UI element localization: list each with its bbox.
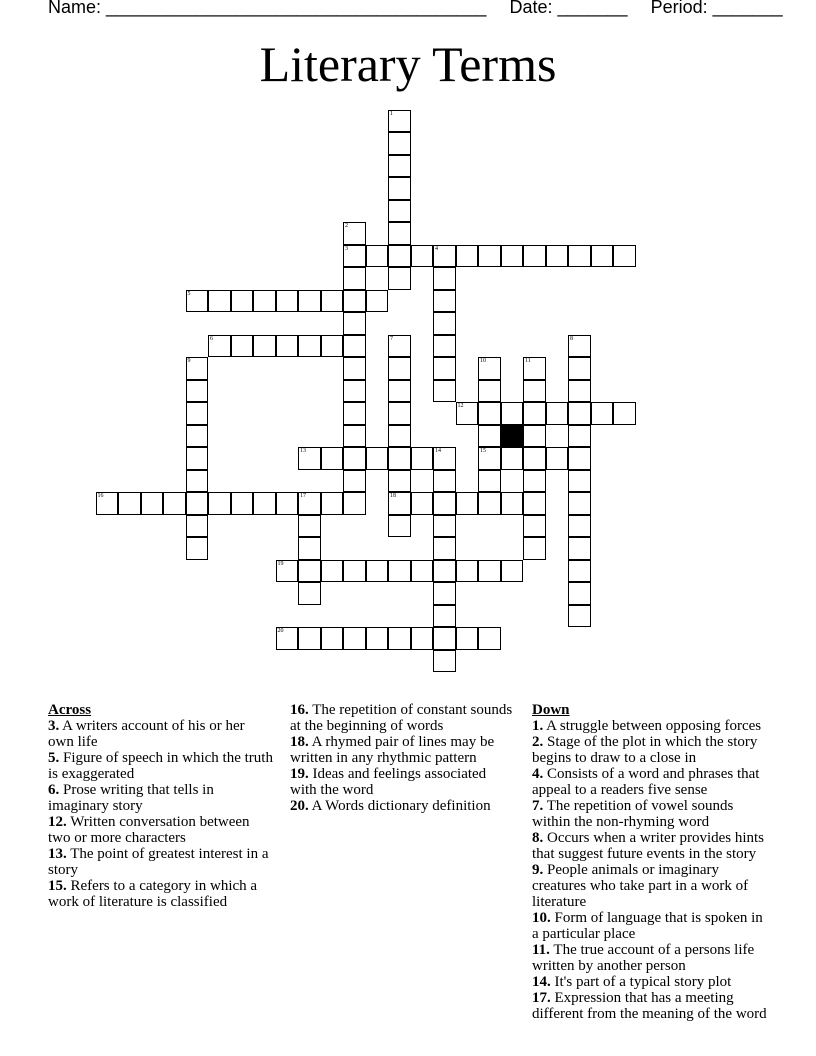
crossword-cell[interactable] (186, 537, 209, 560)
crossword-cell[interactable] (343, 312, 366, 335)
crossword-cell[interactable] (253, 492, 276, 515)
clue-item (532, 798, 768, 830)
crossword-cell[interactable] (388, 402, 411, 425)
clue-number: 7. (532, 798, 544, 814)
clue-text: Prose writing that tells in imaginary story (48, 782, 214, 814)
clue-number: 6. (48, 782, 60, 798)
crossword-cell[interactable] (298, 582, 321, 605)
clue-text: Expression that has a meeting different from the meaning of the word (532, 990, 767, 1022)
clue-text: The repetition of vowel sounds within the non-rhyming word (532, 798, 734, 830)
crossword-cell[interactable] (478, 560, 501, 583)
crossword-cell[interactable] (501, 492, 524, 515)
crossword-cell[interactable] (208, 492, 231, 515)
crossword-black-cell (501, 425, 524, 448)
clue-item (532, 734, 768, 766)
clue-text: Consists of a word and phrases that appeal to a readers five sense (532, 766, 760, 798)
clue-item (290, 702, 514, 734)
clue-item (290, 798, 514, 814)
clue-text: Written conversation between two or more characters (48, 814, 250, 846)
crossword-cell[interactable] (433, 605, 456, 628)
crossword-cell[interactable] (411, 245, 434, 268)
crossword-cell[interactable] (478, 627, 501, 650)
clue-text: The point of greatest interest in a story (48, 846, 269, 878)
crossword-cell[interactable] (388, 470, 411, 493)
crossword-cell[interactable] (613, 402, 636, 425)
crossword-cell[interactable] (568, 447, 591, 470)
crossword-cell[interactable] (433, 537, 456, 560)
clue-number-label: 5 (187, 290, 191, 297)
crossword-cell[interactable] (96, 492, 119, 515)
clue-number-label: 1 (390, 110, 393, 117)
crossword-cell[interactable] (591, 402, 614, 425)
crossword-cell[interactable] (568, 335, 591, 358)
crossword-cell[interactable] (568, 560, 591, 583)
crossword-cell[interactable] (568, 380, 591, 403)
crossword-cell[interactable] (523, 537, 546, 560)
clue-text: Refers to a category in which a work of literature is classified (48, 878, 258, 910)
crossword-cell[interactable] (478, 492, 501, 515)
crossword-cell[interactable] (343, 492, 366, 515)
crossword-cell[interactable] (568, 515, 591, 538)
crossword-cell[interactable] (478, 357, 501, 380)
crossword-cell[interactable] (186, 515, 209, 538)
crossword-cell[interactable] (523, 380, 546, 403)
crossword-cell[interactable] (501, 447, 524, 470)
page-title: Literary Terms (259, 36, 557, 92)
crossword-cell[interactable] (478, 447, 501, 470)
crossword-cell[interactable] (321, 290, 344, 313)
crossword-cell[interactable] (343, 447, 366, 470)
clue-text: People animals or imaginary creatures who take part in a work of literature (532, 862, 749, 910)
crossword-cell[interactable] (231, 492, 254, 515)
crossword-cell[interactable] (298, 335, 321, 358)
clue-number-label: 15 (480, 448, 486, 454)
clue-text: Occurs when a writer provides hints that suggest future events in the story (532, 830, 765, 862)
crossword-cell[interactable] (388, 200, 411, 223)
clue-number: 2. (532, 734, 544, 750)
crossword-cell[interactable] (388, 515, 411, 538)
crossword-cell[interactable] (433, 380, 456, 403)
crossword-cell[interactable] (366, 560, 389, 583)
crossword-cell[interactable] (433, 492, 456, 515)
crossword-cell[interactable] (501, 560, 524, 583)
clue-item (290, 766, 514, 798)
clue-text: A writers account of his or her own life (48, 718, 245, 750)
crossword-cell[interactable] (433, 582, 456, 605)
clue-number-label: 6 (210, 335, 213, 342)
crossword-cell[interactable] (388, 132, 411, 155)
clue-number-label: 2 (345, 223, 348, 229)
crossword-cell[interactable] (433, 470, 456, 493)
crossword-cell[interactable] (568, 245, 591, 268)
crossword-cell[interactable] (366, 245, 389, 268)
crossword-cell[interactable] (568, 357, 591, 380)
crossword-cell[interactable] (186, 380, 209, 403)
clue-number-label: 8 (570, 335, 573, 342)
name-field-label: Name: ______________________________________ (48, 0, 487, 17)
crossword-cell[interactable] (411, 627, 434, 650)
clue-number-label: 9 (187, 358, 191, 364)
clue-number: 20. (290, 798, 309, 814)
clue-number: 15. (48, 878, 67, 894)
clue-item (532, 862, 768, 910)
crossword-cell[interactable] (433, 267, 456, 290)
clue-number: 18. (290, 734, 309, 750)
clue-number: 8. (532, 830, 544, 846)
crossword-cell[interactable] (388, 110, 411, 133)
crossword-cell[interactable] (298, 492, 321, 515)
crossword-cell[interactable] (186, 357, 209, 380)
crossword-cell[interactable] (388, 267, 411, 290)
clue-number: 13. (48, 846, 67, 862)
crossword-cell[interactable] (343, 335, 366, 358)
down-heading: Down (532, 702, 570, 718)
crossword-cell[interactable] (388, 155, 411, 178)
clues-column-2 (290, 702, 514, 814)
clues-column-1 (48, 702, 274, 910)
crossword-cell[interactable] (388, 560, 411, 583)
clue-item (532, 830, 768, 862)
crossword-cell[interactable] (501, 402, 524, 425)
clue-number-label: 20 (277, 628, 284, 634)
crossword-cell[interactable] (456, 560, 479, 583)
clue-item (532, 910, 768, 942)
clue-number: 14. (532, 974, 551, 990)
crossword-cell[interactable] (298, 537, 321, 560)
crossword-cell[interactable] (366, 447, 389, 470)
crossword-cell[interactable] (298, 290, 321, 313)
clue-number-label: 12 (457, 403, 464, 409)
crossword-cell[interactable] (186, 470, 209, 493)
clue-number: 19. (290, 766, 309, 782)
crossword-cell[interactable] (478, 402, 501, 425)
clue-number: 5. (48, 750, 60, 766)
crossword-cell[interactable] (343, 380, 366, 403)
crossword-cell[interactable] (343, 357, 366, 380)
clue-number: 9. (532, 862, 544, 878)
crossword-cell[interactable] (523, 492, 546, 515)
clue-number-label: 18 (390, 493, 396, 499)
crossword-cell[interactable] (388, 245, 411, 268)
crossword-cell[interactable] (343, 290, 366, 313)
clue-item (532, 990, 768, 1022)
clues-column-3 (532, 702, 768, 1022)
crossword-cell[interactable] (568, 425, 591, 448)
crossword-cell[interactable] (186, 492, 209, 515)
crossword-cell[interactable] (613, 245, 636, 268)
crossword-cell[interactable] (343, 425, 366, 448)
crossword-cell[interactable] (118, 492, 141, 515)
crossword-cell[interactable] (433, 312, 456, 335)
clue-text: Figure of speech in which the truth is exaggerated (48, 750, 273, 782)
crossword-cell[interactable] (456, 627, 479, 650)
crossword-cell[interactable] (411, 447, 434, 470)
crossword-cell[interactable] (298, 447, 321, 470)
period-field-label: Period: _______ (650, 0, 783, 17)
crossword-cell[interactable] (523, 402, 546, 425)
crossword-cell[interactable] (568, 537, 591, 560)
crossword-cell[interactable] (546, 402, 569, 425)
crossword-cell[interactable] (186, 425, 209, 448)
crossword-cell[interactable] (231, 335, 254, 358)
crossword-cell[interactable] (253, 335, 276, 358)
crossword-cell[interactable] (231, 290, 254, 313)
crossword-cell[interactable] (523, 425, 546, 448)
clue-item (48, 878, 274, 910)
crossword-cell[interactable] (501, 245, 524, 268)
crossword-cell[interactable] (321, 447, 344, 470)
crossword-cell[interactable] (523, 245, 546, 268)
crossword-cell[interactable] (546, 447, 569, 470)
crossword-cell[interactable] (388, 425, 411, 448)
crossword-cell[interactable] (591, 245, 614, 268)
clue-item (48, 718, 274, 750)
clue-item (48, 782, 274, 814)
crossword-cell[interactable] (478, 470, 501, 493)
clue-number-label: 7 (390, 335, 393, 342)
crossword-cell[interactable] (366, 290, 389, 313)
date-field-label: Date: _______ (509, 0, 628, 17)
clue-item (48, 814, 274, 846)
clue-text: A rhymed pair of lines may be written in any rhythmic pattern (290, 734, 495, 766)
crossword-cell[interactable] (343, 560, 366, 583)
crossword-cell[interactable] (388, 627, 411, 650)
crossword-cell[interactable] (433, 560, 456, 583)
crossword-cell[interactable] (388, 380, 411, 403)
crossword-cell[interactable] (433, 515, 456, 538)
crossword-cell[interactable] (321, 627, 344, 650)
clue-number-label: 17 (300, 493, 306, 499)
crossword-cell[interactable] (343, 627, 366, 650)
crossword-cell[interactable] (478, 380, 501, 403)
crossword-cell[interactable] (298, 560, 321, 583)
crossword-cell[interactable] (343, 222, 366, 245)
crossword-cell[interactable] (433, 627, 456, 650)
crossword-cell[interactable] (343, 470, 366, 493)
clue-number-label: 13 (300, 448, 306, 454)
crossword-cell[interactable] (433, 357, 456, 380)
crossword-cell[interactable] (568, 470, 591, 493)
crossword-cell[interactable] (276, 560, 299, 583)
crossword-cell[interactable] (433, 245, 456, 268)
across-heading: Across (48, 702, 92, 718)
crossword-cell[interactable] (523, 447, 546, 470)
clue-text: It's part of a typical story plot (550, 974, 732, 990)
crossword-cell[interactable] (276, 335, 299, 358)
crossword-cell[interactable] (163, 492, 186, 515)
clue-item (532, 942, 768, 974)
clue-text: Stage of the plot in which the story begins to draw to a close in (532, 734, 758, 766)
crossword-cell[interactable] (433, 650, 456, 673)
crossword-cell[interactable] (478, 425, 501, 448)
crossword-cell[interactable] (411, 560, 434, 583)
crossword-cell[interactable] (478, 245, 501, 268)
crossword-cell[interactable] (388, 447, 411, 470)
crossword-cell[interactable] (321, 560, 344, 583)
clue-number: 1. (532, 718, 544, 734)
clue-item (532, 766, 768, 798)
crossword-cell[interactable] (433, 290, 456, 313)
clue-number-label: 10 (480, 358, 486, 364)
crossword-cell[interactable] (253, 290, 276, 313)
clue-number-label: 19 (277, 560, 284, 567)
crossword-cell[interactable] (568, 402, 591, 425)
crossword-cell[interactable] (321, 492, 344, 515)
crossword-cell[interactable] (433, 335, 456, 358)
crossword-cell[interactable] (388, 335, 411, 358)
clue-text: Form of language that is spoken in a particular place (532, 910, 763, 942)
clue-item (532, 974, 768, 990)
crossword-cell[interactable] (298, 627, 321, 650)
crossword-cell[interactable] (276, 492, 299, 515)
crossword-cell[interactable] (186, 290, 209, 313)
crossword-cell[interactable] (388, 357, 411, 380)
clue-number-label: 14 (435, 448, 441, 454)
crossword-cell[interactable] (456, 402, 479, 425)
clue-text: Ideas and feelings associated with the word (290, 766, 487, 798)
crossword-cell[interactable] (343, 245, 366, 268)
clue-number: 3. (48, 718, 60, 734)
crossword-cell[interactable] (411, 492, 434, 515)
crossword-cell[interactable] (523, 470, 546, 493)
crossword-cell[interactable] (298, 515, 321, 538)
clue-number: 11. (532, 942, 550, 958)
crossword-cell[interactable] (343, 402, 366, 425)
clue-number: 10. (532, 910, 551, 926)
crossword-cell[interactable] (366, 627, 389, 650)
crossword-cell[interactable] (523, 515, 546, 538)
clue-number-label: 3 (345, 245, 348, 252)
crossword-cell[interactable] (456, 245, 479, 268)
clue-number: 4. (532, 766, 544, 782)
clue-number-label: 11 (525, 358, 531, 364)
crossword-cell[interactable] (186, 402, 209, 425)
crossword-cell[interactable] (388, 492, 411, 515)
crossword-cell[interactable] (546, 245, 569, 268)
crossword-cell[interactable] (568, 492, 591, 515)
clue-item (532, 718, 768, 734)
crossword-cell[interactable] (186, 447, 209, 470)
clue-number-label: 16 (97, 493, 104, 499)
clue-item (48, 846, 274, 878)
crossword-cell[interactable] (208, 335, 231, 358)
crossword-cell[interactable] (276, 290, 299, 313)
clue-text: A struggle between opposing forces (543, 718, 762, 734)
clue-number-label: 4 (435, 245, 438, 252)
crossword-cell[interactable] (141, 492, 164, 515)
clue-text: The true account of a persons life written by another person (532, 942, 755, 974)
crossword-cell[interactable] (343, 267, 366, 290)
crossword-cell[interactable] (388, 222, 411, 245)
crossword-cell[interactable] (568, 605, 591, 628)
crossword-cell[interactable] (208, 290, 231, 313)
clue-item (290, 734, 514, 766)
crossword-cell[interactable] (276, 627, 299, 650)
clue-item (48, 750, 274, 782)
crossword-cell[interactable] (433, 447, 456, 470)
clue-number: 17. (532, 990, 551, 1006)
crossword-cell[interactable] (568, 582, 591, 605)
crossword-cell[interactable] (388, 177, 411, 200)
crossword-cell[interactable] (456, 492, 479, 515)
clue-text: A Words dictionary definition (308, 798, 491, 814)
crossword-cell[interactable] (523, 357, 546, 380)
clue-text: The repetition of constant sounds at the beginning of words (290, 702, 513, 734)
clue-number: 16. (290, 702, 309, 718)
crossword-cell[interactable] (321, 335, 344, 358)
clue-number: 12. (48, 814, 67, 830)
